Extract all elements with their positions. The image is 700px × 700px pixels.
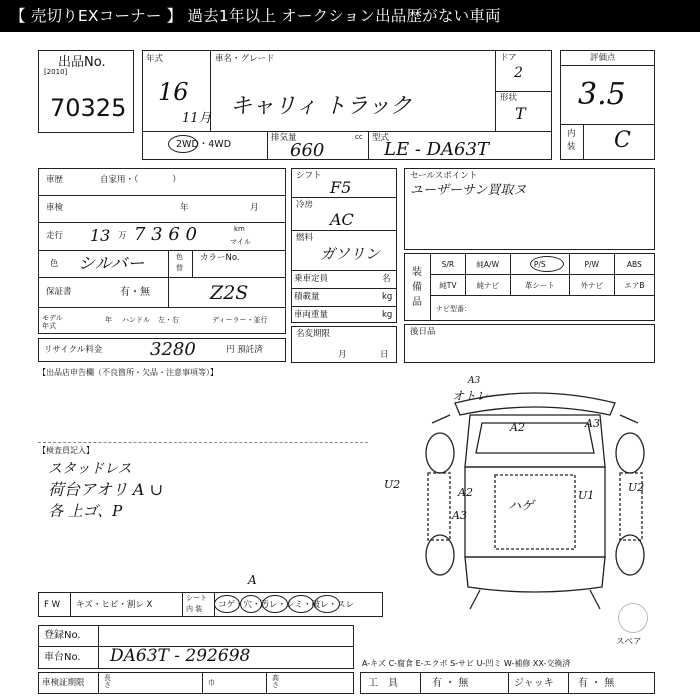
fw-label: F W [44, 600, 60, 610]
model-year-label: モデル年式 [42, 314, 63, 331]
mark-u2-right: U2 [628, 481, 645, 494]
mark-a3-top: A3 [468, 376, 481, 386]
equip-sr: S/R [431, 254, 466, 275]
equip-leather: 革シート [510, 275, 569, 296]
fuel-value: ガソリン [320, 245, 381, 263]
equip-tv: 純TV [431, 275, 466, 296]
equip-airbag: エアB [614, 275, 654, 296]
cargo-inner [495, 475, 575, 549]
yogore-circle [262, 595, 288, 613]
lot-number: 70325 [50, 94, 127, 122]
mileage-value: 7 3 6 0 [134, 224, 197, 245]
inspection-month: 月 [250, 203, 259, 213]
model-year-dealer: ディーラー・並行 [212, 316, 268, 324]
history-options: 自家用・（ ） [100, 175, 181, 185]
cargo-bed [465, 467, 605, 557]
mirror-left [432, 415, 450, 423]
yabure-circle [314, 595, 340, 613]
tools-label: 工 具 [368, 678, 398, 689]
history-label: 車歴 [46, 175, 64, 185]
weight-unit: kg [382, 310, 393, 320]
model-value: LE - DA63T [384, 139, 489, 160]
ps-circle [530, 256, 564, 272]
mark-a2-top: A2 [510, 421, 525, 434]
sales-point-label: セールスポイント [410, 171, 478, 181]
shimi-circle [288, 595, 314, 613]
fuel-label: 燃料 [296, 233, 314, 243]
name-change-label: 名変期限 [296, 329, 331, 339]
mirror-right [620, 415, 638, 423]
equipment-label-3: 品 [412, 297, 422, 308]
shift-label: シフト [296, 171, 322, 181]
color-label: 色 [50, 259, 59, 269]
equipment-label-1: 装 [412, 267, 422, 278]
weight-label: 車両重量 [294, 310, 329, 320]
cert-height: 高さ [272, 674, 279, 689]
equip-ps: P/S [510, 254, 569, 275]
color-sub1: 色 [176, 253, 183, 261]
wheel-front-right [616, 433, 644, 473]
car-name-value: キャリィ トラック [230, 94, 412, 119]
equip-navi: 純ナビ [465, 275, 510, 296]
ac-label: 冷房 [296, 200, 314, 210]
windshield [476, 423, 594, 453]
cert-long: 長さ [104, 674, 111, 689]
recycle-value: 3280 [150, 339, 196, 360]
spare-tire-icon [618, 603, 648, 633]
mark-a3-bed: A3 [452, 509, 467, 522]
doors-label: ドア [500, 53, 517, 63]
model-year-handle: ハンドル [122, 316, 150, 324]
displacement-label: 排気量 [271, 133, 297, 143]
color-no-value: Z2S [210, 282, 249, 304]
model-year-year: 年 [105, 316, 112, 324]
cert-label: 車検証期限 [42, 678, 85, 688]
spare-label: スペア [616, 637, 642, 647]
chassis-label: 車台No. [44, 652, 81, 663]
mileage-label: 走行 [46, 231, 64, 241]
ana-circle [240, 595, 262, 613]
load-label: 積載量 [294, 292, 320, 302]
inspector-note-1: スタッドレス [48, 461, 132, 477]
tools-value: 有 ・ 無 [432, 678, 469, 689]
score-value: 3.5 [578, 77, 626, 112]
jack-label: ジャッキ [514, 678, 554, 689]
recycle-label: リサイクル料金 [44, 345, 103, 355]
equipment-label-2: 備 [412, 282, 422, 293]
header-banner: 【 売切りEXコーナー 】 過去1年以上 オークション出品歴がない車両 [0, 0, 700, 32]
wheel-front-left [426, 433, 454, 473]
inspection-year: 年 [180, 203, 189, 213]
lot-year-tag: [2010] [44, 68, 68, 76]
seat-label-2: 内 装 [186, 605, 203, 613]
warranty-value: 有・無 [120, 287, 150, 298]
registration-label: 登録No. [44, 630, 81, 641]
month-value: 11月 [182, 111, 212, 126]
truck-damage-diagram [410, 375, 660, 615]
seat-options: コゲ・穴・汚レ・シミ・破レ・スレ [218, 600, 355, 610]
shift-value: F5 [330, 178, 352, 197]
equip-abs: ABS [614, 254, 654, 275]
after-parts-box [404, 324, 655, 363]
recycle-unit: 円 預託済 [226, 345, 263, 355]
mileage-unit-km: km [234, 225, 245, 233]
model-year-lr: 左・右 [158, 316, 179, 324]
mark-hage: ハゲ [508, 499, 535, 514]
name-change-day: 日 [380, 350, 389, 360]
mark-a3-right: A3 [585, 417, 600, 430]
displacement-unit: cc [355, 133, 363, 141]
left-side-panel [428, 473, 450, 540]
equip-pw: P/W [569, 254, 614, 275]
mark-front-note: オトレ [452, 389, 489, 403]
displacement-value: 660 [290, 140, 325, 161]
jack-value: 有 ・ 無 [578, 678, 615, 689]
doors-value: 2 [514, 65, 523, 81]
shape-value: T [515, 104, 526, 123]
capacity-unit: 名 [382, 274, 391, 284]
year-label: 年式 [146, 54, 164, 64]
year-value: 16 [158, 78, 189, 106]
name-grade-label: 車名・グレード [215, 54, 275, 64]
model-label: 型式 [372, 133, 390, 143]
mileage-man-unit: 万 [118, 231, 127, 241]
score-label: 評価点 [590, 53, 616, 63]
sales-point-value: ユーザーサン買取ヌ [410, 183, 527, 198]
color-value: シルバー [78, 254, 145, 274]
interior-label: 内装 [567, 129, 576, 152]
drive-label: 2WD・4WD [176, 139, 232, 150]
after-parts-label: 後日品 [410, 327, 436, 337]
koge-circle [214, 595, 240, 613]
vehicle-info-table [38, 168, 286, 334]
rear-bumper [465, 557, 605, 592]
load-unit: kg [382, 292, 393, 302]
mileage-man: 13 [90, 226, 111, 245]
name-change-month: 月 [338, 350, 347, 360]
mark-a2-bed: A2 [458, 486, 473, 499]
cert-width: 巾 [208, 679, 215, 687]
mark-u1: U1 [578, 489, 595, 502]
inspector-note-3: 各 上ゴ、P [48, 502, 123, 520]
equip-aw: 純A/W [465, 254, 510, 275]
damage-legend: A-キズ C-腐食 E-エクボ S-サビ U-凹ミ W-補修 XX-交換済 [362, 659, 571, 668]
inspector-label: 【検査員記入】 [38, 446, 94, 455]
capacity-label: 乗車定員 [294, 274, 329, 284]
ac-value: AC [330, 210, 354, 229]
shape-label: 形状 [500, 93, 518, 103]
nav-model-label: ナビ型番： [436, 305, 471, 313]
wheel-rear-right [616, 535, 644, 575]
fw-options: キズ・ヒビ・割レ X [76, 600, 153, 610]
chassis-value: DA63T - 292698 [110, 646, 251, 666]
color-no-label: カラーNo. [200, 253, 240, 263]
inspector-note-2: 荷台アオリ A ∪ [48, 480, 163, 499]
interior-value: C [614, 128, 631, 153]
seat-mark: A [248, 573, 257, 587]
warranty-label: 保証書 [46, 287, 72, 297]
declaration-label: 【出品店申告欄（不良箇所・欠品・注意事項等）】 [38, 368, 218, 377]
inspection-label: 車検 [46, 203, 64, 213]
cert-box [38, 672, 354, 694]
equip-ext-navi: 外ナビ [569, 275, 614, 296]
mark-u2-left: U2 [384, 478, 401, 491]
color-sub2: 替 [176, 264, 183, 272]
wheel-rear-left [426, 535, 454, 575]
lot-label: 出品No. [58, 55, 106, 70]
mileage-unit-mile: マイル [230, 238, 251, 246]
seat-label-1: シート [186, 594, 207, 602]
